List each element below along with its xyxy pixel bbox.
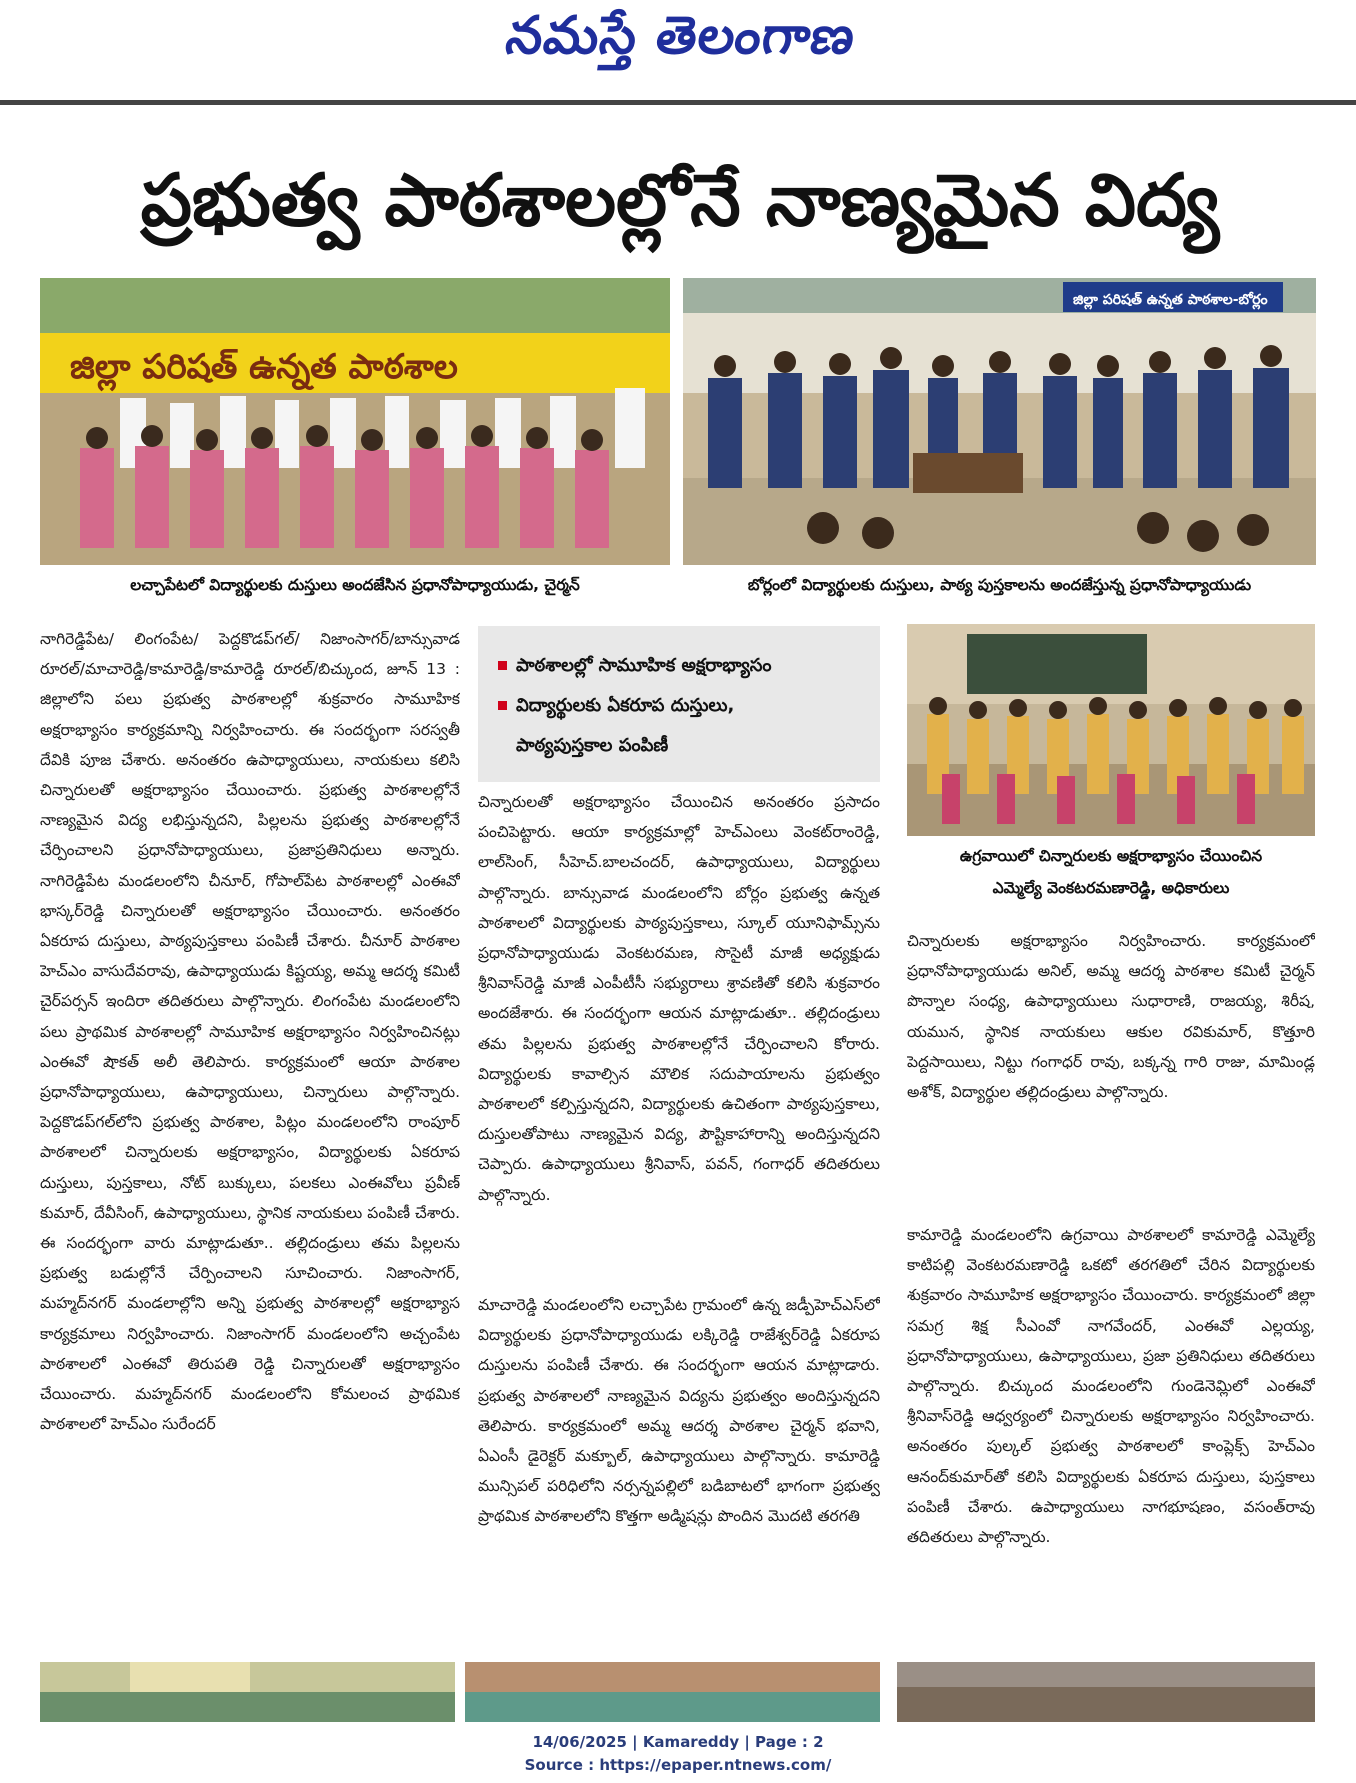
caption-line: ఎమ్మెల్యే వెంకటరమణారెడ్డి, అధికారులు [992, 879, 1230, 897]
article-paragraph: చిన్నారులకు అక్షరాభ్యాసం నిర్వహించారు. కార్యక్రమంలో ప్రధానోపాధ్యాయుడు అనిల్, అమ్మ ఆదర్శ పాఠశాల కమిటీ చైర్మన్ పొన్నాల సంధ్య, ఉపాధ్యాయులు సుధారాణి, రాజయ్య, శిరీష, యమున, స్థానిక నాయకులు ఆకుల రవికుమార్, కొత్తూరి పెద్దసాయిలు, నిట్టు గంగాధర్ రావు, బక్కన్న గారి రాజు, మామిండ్ల అశోక్, విద్యార్థుల తల్లిదండ్రులు పాల్గొన్నారు. [907, 932, 1315, 1102]
masthead [0, 0, 1356, 102]
photo-banner-text: జిల్లా పరిషత్ ఉన్నత పాఠశాల [70, 347, 458, 387]
page-headline: ప్రభుత్వ పాఠశాలల్లోనే నాణ్యమైన విద్య [140, 158, 1220, 242]
highlights-box [478, 626, 880, 782]
newspaper-logo: నమస్తే తెలంగాణ [502, 6, 860, 66]
bullet-icon [498, 661, 507, 670]
photo-banner-text: జిల్లా పరిషత్ ఉన్నత పాఠశాల-బోర్లం [1073, 292, 1268, 308]
photo-classroom-akshara-1 [40, 1662, 455, 1722]
article-paragraph: చిన్నారులతో అక్షరాభ్యాసం చేయించిన అనంతరం ప్రసాదం పంచిపెట్టారు. ఆయా కార్యక్రమాల్లో హెచ్‌ఎంలు వెంకట్‌రాంరెడ్డి, లాల్‌సింగ్, సీహెచ్.బాలచందర్, ఉపాధ్యాయులు, విద్యార్థులు పాల్గొన్నారు. బాన్సువాడ మండలంలోని బోర్లం ప్రభుత్వ ఉన్నత పాఠశాలలో విద్యార్థులకు పాఠ్యపుస్తకాలు, స్కూల్ యూనిఫామ్స్‌ను ప్రధానోపాధ్యాయుడు వెంకటరమణ, సొసైటీ మాజీ అధ్యక్షుడు శ్రీనివాస్‌రెడ్డి మాజీ ఎంపీటీసీ సభ్యురాలు శ్రావణితో కలిసి శుక్రవారం అందజేశారు. ఈ సందర్భంగా ఆయన మాట్లాడుతూ.. తల్లిదండ్రులు తమ పిల్లలను ప్రభుత్వ పాఠశాలల్లోనే చేర్పించాలని కోరారు. విద్యార్థులకు కావాల్సిన మౌలిక సదుపాయాలను ప్రభుత్వం పాఠశాలలో కల్పిస్తున్నదని, విద్యార్థులకు ఉచితంగా పాఠ్యపుస్తకాలు, దుస్తులతోపాటు నాణ్యమైన విద్య, పౌష్టికాహారాన్ని అందిస్తున్నదని చెప్పారు. ఉపాధ్యాయులు శ్రీనివాస్, పవన్, గంగాధర్ తదితరులు పాల్గొన్నారు. [478, 793, 880, 1204]
photo-ugravai-children [907, 624, 1315, 836]
bullet-icon [498, 701, 507, 710]
caption-lachhapet: లచ్చాపేటలో విద్యార్థులకు దుస్తులు అందజేసిన ప్రధానోపాధ్యాయుడు, చైర్మన్ [130, 576, 580, 594]
article-paragraph: నాగిరెడ్డిపేట/ లింగంపేట/ పెద్దకొడప్‌గల్/ నిజాంసాగర్/బాన్సువాడ రూరల్/మాచారెడ్డి/కామారెడ్డి/కామారెడ్డి రూరల్/బిచ్కుంద, జూన్ 13 : జిల్లాలోని పలు ప్రభుత్వ పాఠశాలల్లో శుక్రవారం సామూహిక అక్షరాభ్యాసం కార్యక్రమాన్ని నిర్వహించారు. ఈ సందర్భంగా సరస్వతీ దేవికి పూజ చేశారు. అనంతరం ఉపాధ్యాయులు, నాయకులు కలిసి చిన్నారులతో అక్షరాభ్యాసం చేయించారు. ప్రభుత్వ పాఠశాలల్లోనే నాణ్యమైన విద్య లభిస్తున్నదని, పిల్లలను ప్రభుత్వ పాఠశాలల్లోనే చేర్పించాలని ప్రధానోపాధ్యాయులు, ప్రజాప్రతినిధులు అన్నారు. నాగిరెడ్డిపేట మండలంలోని చీనూర్, గోపాల్‌పేట పాఠశాలల్లో ఎంఈవో భాస్కర్‌రెడ్డి చిన్నారులతో అక్షరాభ్యాసం చేయించారు. అనంతరం ఏకరూప దుస్తులు, పాఠ్యపుస్తకాలు పంపిణీ చేశారు. చీనూర్ పాఠశాల హెచ్‌ఎం వాసుదేవరావు, ఉపాధ్యాయుడు కిష్టయ్య, అమ్మ ఆదర్శ కమిటీ చైర్‌పర్సన్ ఇందిరా తదితరులు పాల్గొన్నారు. లింగంపేట మండలంలోని పలు ప్రాథమిక పాఠశాలల్లో సామూహిక అక్షరాభ్యాసం నిర్వహించినట్లు ఎంఈవో షౌకత్ అలీ తెలిపారు. కార్యక్రమంలో ఆయా పాఠశాల ప్రధానోపాధ్యాయులు, ఉపాధ్యాయులు, చిన్నారులు పాల్గొన్నారు. పెద్దకొడప్‌గల్‌లోని ప్రభుత్వ పాఠశాల, పిట్లం మండలంలోని రాంపూర్ పాఠశాలలో చిన్నారులకు అక్షరాభ్యాసం, విద్యార్థులకు ఏకరూప దుస్తులు, పుస్తకాలు, నోట్ బుక్కులు, పలకలు ఎంఈవోలు ప్రవీణ్ కుమార్, దేవీసింగ్, ఉపాధ్యాయులు, స్థానిక నాయకులు పంపిణీ చేశారు. ఈ సందర్భంగా వారు మాట్లాడుతూ.. తల్లిదండ్రులు తమ పిల్లలను ప్రభుత్వ బడుల్లోనే చేర్పించాలని సూచించారు. నిజాంసాగర్, మహ్మద్‌నగర్ మండలాల్లోని అన్ని ప్రభుత్వ పాఠశాలల్లో అక్షరాభ్యాస కార్యక్రమాలు నిర్వహించారు. నిజాంసాగర్ మండలంలోని అచ్చంపేట పాఠశాలలో ఎంఈవో తిరుపతి రెడ్డి చిన్నారులతో అక్షరాభ్యాసం చేయించారు. మహ్మద్‌నగర్ మండలంలోని కోమలంచ ప్రాథమిక పాఠశాలలో హెచ్‌ఎం సురేందర్ [40, 630, 460, 1434]
article-column-2 [478, 787, 880, 1285]
article-column-1 [40, 624, 460, 1654]
highlight-text: విద్యార్థులకు ఏకరూప దుస్తులు, [516, 695, 735, 716]
article-column-3b [907, 1220, 1315, 1652]
article-column-3 [907, 926, 1315, 1216]
footer-edition-info: 14/06/2025 | Kamareddy | Page : 2 [532, 1733, 824, 1751]
article-column-2b [478, 1290, 880, 1652]
highlight-item [498, 646, 868, 686]
article-paragraph: కామారెడ్డి మండలంలోని ఉగ్రవాయి పాఠశాలలో కామారెడ్డి ఎమ్మెల్యే కాటిపల్లి వెంకటరమణారెడ్డి ఒకటో తరగతిలో చేరిన విద్యార్థులకు శుక్రవారం సామూహిక అక్షరాభ్యాసం చేయించారు. కార్యక్రమంలో జిల్లా సమగ్ర శిక్ష సీఎంవో నాగవేందర్, ఎంఈవో ఎల్లయ్య, ప్రధానోపాధ్యాయులు, ఉపాధ్యాయులు, ప్రజా ప్రతినిధులు తదితరులు పాల్గొన్నారు. బిచ్కుంద మండలంలోని గుండెనెమ్లిలో ఎంఈవో శ్రీనివాస్‌రెడ్డి ఆధ్వర్యంలో చిన్నారులకు అక్షరాభ్యాసం నిర్వహించారు. అనంతరం పుల్కల్ ప్రభుత్వ పాఠశాలలో కాంప్లెక్స్ హెచ్‌ఎం ఆనంద్‌కుమార్‌తో కలిసి విద్యార్థులకు ఏకరూప దుస్తులు, పుస్తకాలు పంపిణీ చేశారు. ఉపాధ్యాయులు నాగభూషణం, వసంత్‌రావు తదితరులు పాల్గొన్నారు. [907, 1226, 1315, 1547]
footer-source: Source : https://epaper.ntnews.com/ [524, 1756, 832, 1774]
caption-ugravai [907, 840, 1315, 904]
highlight-item [498, 686, 868, 726]
photo-classroom-akshara-3 [897, 1662, 1315, 1722]
caption-line: ఉగ్రవాయిలో చిన్నారులకు అక్షరాభ్యాసం చేయించిన [959, 847, 1263, 865]
masthead-divider [0, 100, 1356, 105]
photo-classroom-akshara-2 [465, 1662, 880, 1722]
highlight-text: పాఠశాలల్లో సామూహిక అక్షరాభ్యాసం [516, 655, 772, 676]
caption-borlam: బోర్లంలో విద్యార్థులకు దుస్తులు, పాఠ్య పుస్తకాలను అందజేస్తున్న ప్రధానోపాధ్యాయుడు [747, 576, 1252, 594]
article-paragraph: మాచారెడ్డి మండలంలోని లచ్చాపేట గ్రామంలో ఉన్న జడ్పీహెచ్‌ఎస్‌లో విద్యార్థులకు ప్రధానోపాధ్యాయుడు లక్కిరెడ్డి రాజేశ్వర్‌రెడ్డి ఏకరూప దుస్తులను పంపిణీ చేశారు. ఈ సందర్భంగా ఆయన మాట్లాడారు. ప్రభుత్వ పాఠశాలలో నాణ్యమైన విద్యను ప్రభుత్వం అందిస్తున్నదని తెలిపారు. కార్యక్రమంలో అమ్మ ఆదర్శ పాఠశాల చైర్మన్ భవాని, ఏఎంసీ డైరెక్టర్ మక్బూల్, ఉపాధ్యాయులు పాల్గొన్నారు. కామారెడ్డి మున్సిపల్ పరిధిలోని నర్సన్నపల్లిలో బడిబాటలో భాగంగా ప్రభుత్వ ప్రాథమిక పాఠశాలలోని కొత్తగా అడ్మిషన్లు పొందిన మొదటి తరగతి [478, 1296, 880, 1526]
photo-borlam-students [683, 278, 1316, 565]
photo-lachhapet-students [40, 278, 670, 565]
highlight-continuation: పాఠ్యపుస్తకాల పంపిణీ [516, 735, 669, 756]
